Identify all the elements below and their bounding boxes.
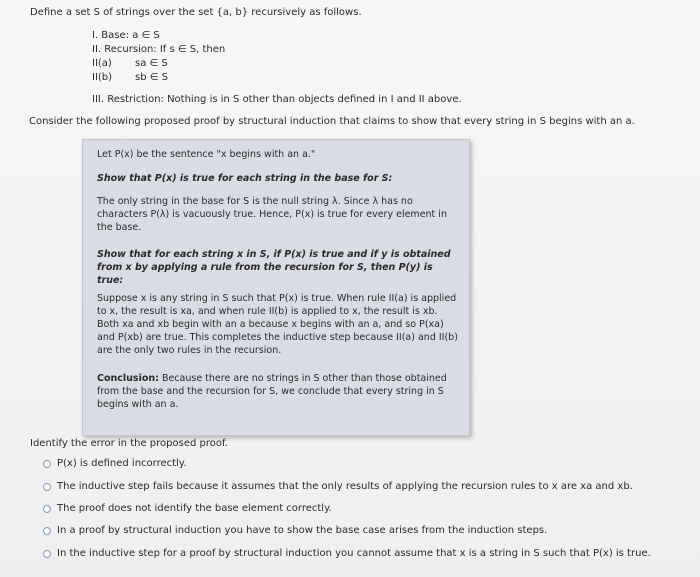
radio-icon[interactable] bbox=[43, 483, 51, 491]
proof-p4: Show that for each string x in S, if P(x) is true and if y is obtained from x by applying a rule from the recursion for S, then P(y) is true: bbox=[97, 249, 451, 286]
proof-p1: Let P(x) be the sentence "x begins with an a." bbox=[97, 149, 316, 160]
proof-p3: The only string in the base for S is the null string λ. Since λ has no characters P(λ) is vacuously true. Hence, P(x) is true for every element in the base. bbox=[97, 196, 447, 233]
radio-icon[interactable] bbox=[43, 505, 51, 513]
recursion-rule: II. Recursion: If s ∈ S, then bbox=[92, 44, 226, 55]
proof-box bbox=[82, 139, 470, 436]
proof-p2: Show that P(x) is true for each string in the base for S: bbox=[97, 173, 393, 184]
option-label: In the inductive step for a proof by structural induction you cannot assume that x is a string in S such that P(x) is true. bbox=[57, 548, 651, 559]
option-label: The proof does not identify the base element correctly. bbox=[57, 503, 332, 514]
base-rule: I. Base: a ∈ S bbox=[92, 30, 160, 41]
rule-b-label: II(b) bbox=[92, 72, 113, 83]
proof-p5: Suppose x is any string in S such that P(x) is true. When rule II(a) is applied to x, the result is xa, and when rule II(b) is applied to x, the result is xb. Both xa and xb begin with an a because x begins with an a, and so P(xa) and P(xb) are true. This completes the inductive step because II(a) and II(b) are the only two rules in the recursion. bbox=[97, 293, 458, 356]
radio-icon[interactable] bbox=[43, 460, 51, 468]
rule-a-label: II(a) bbox=[92, 58, 112, 69]
option-3[interactable] bbox=[43, 503, 332, 514]
restriction-rule: III. Restriction: Nothing is in S other than objects defined in I and II above. bbox=[92, 94, 462, 105]
intro-text: Define a set S of strings over the set {a, b} recursively as follows. bbox=[30, 7, 362, 18]
option-label: In a proof by structural induction you have to show the base case arises from the induction steps. bbox=[57, 525, 548, 536]
option-1[interactable] bbox=[43, 458, 187, 469]
proof-p6 bbox=[97, 372, 459, 411]
option-5[interactable] bbox=[43, 548, 651, 559]
question-text: Identify the error in the proposed proof. bbox=[30, 438, 228, 449]
option-label: P(x) is defined incorrectly. bbox=[57, 458, 187, 469]
option-4[interactable] bbox=[43, 525, 547, 536]
option-label: The inductive step fails because it assumes that the only results of applying the recursion rules to x are xa and xb. bbox=[57, 481, 633, 492]
radio-icon[interactable] bbox=[43, 550, 51, 558]
radio-icon[interactable] bbox=[43, 527, 51, 535]
consider-text: Consider the following proposed proof by structural induction that claims to show that every string in S begins with an a. bbox=[29, 116, 635, 127]
rule-b: sb ∈ S bbox=[135, 72, 168, 83]
rule-a: sa ∈ S bbox=[135, 58, 168, 69]
conclusion-label: Conclusion: bbox=[97, 373, 159, 384]
conclusion-text: Because there are no strings in S other than those obtained from the base and the recursion for S, we conclude that every string in S begins with an a. bbox=[97, 373, 447, 410]
option-2[interactable] bbox=[43, 481, 633, 492]
